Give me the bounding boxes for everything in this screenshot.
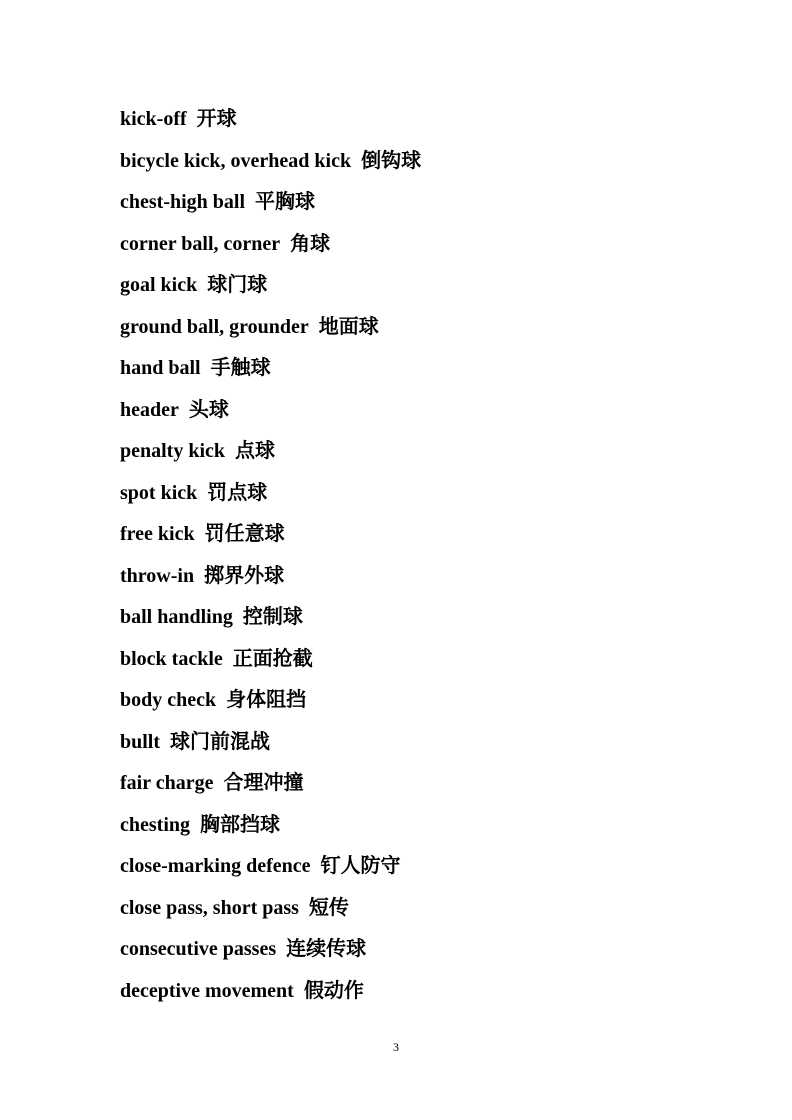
english-term: bicycle kick, overhead kick	[120, 149, 352, 172]
english-term: header	[120, 398, 179, 421]
chinese-term: 合理冲撞	[223, 770, 304, 794]
english-term: deceptive movement	[120, 979, 294, 1002]
chinese-term: 角球	[290, 230, 331, 255]
chinese-term: 胸部挡球	[200, 811, 280, 836]
chinese-term: 控制球	[242, 604, 303, 628]
chinese-term: 球门前混战	[170, 728, 271, 753]
glossary-entry	[120, 227, 740, 269]
glossary-entry	[120, 974, 740, 1016]
english-term: bullt	[120, 730, 161, 753]
english-term: fair charge	[120, 772, 214, 794]
chinese-term: 短传	[308, 894, 349, 919]
english-term: goal kick	[120, 274, 198, 296]
glossary-entry	[120, 808, 740, 850]
chinese-term: 身体阻挡	[226, 687, 307, 711]
chinese-term: 倒钩球	[361, 147, 422, 172]
glossary-entry	[120, 102, 740, 144]
glossary-entry	[120, 517, 740, 559]
english-term: penalty kick	[120, 440, 226, 462]
english-term: spot kick	[120, 481, 198, 504]
english-term: free kick	[120, 523, 195, 545]
english-term: hand ball	[120, 357, 201, 379]
chinese-term: 掷界外球	[204, 562, 285, 587]
english-term: body check	[120, 689, 217, 711]
page-number: 3	[393, 1040, 399, 1054]
chinese-term: 地面球	[318, 313, 379, 338]
chinese-term: 平胸球	[255, 189, 316, 213]
glossary-entry	[120, 849, 740, 891]
glossary-entry	[120, 434, 740, 476]
english-term: ball handling	[120, 606, 233, 628]
english-term: consecutive passes	[120, 938, 277, 960]
glossary-entry	[120, 600, 740, 642]
chinese-term: 连续传球	[286, 936, 367, 960]
chinese-term: 球门球	[207, 272, 268, 296]
chinese-term: 头球	[188, 396, 229, 421]
english-term: corner ball, corner	[120, 232, 281, 255]
glossary-list	[120, 102, 740, 1015]
chinese-term: 罚任意球	[204, 521, 285, 545]
english-term: close pass, short pass	[120, 896, 299, 919]
glossary-entry	[120, 766, 740, 808]
glossary-entry	[120, 476, 740, 518]
glossary-entry	[120, 683, 740, 725]
chinese-term: 钉人防守	[320, 853, 401, 877]
english-term: close-marking defence	[120, 855, 311, 877]
glossary-entry	[120, 891, 740, 933]
english-term: throw-in	[120, 564, 195, 587]
chinese-term: 开球	[196, 106, 237, 130]
english-term: kick-off	[120, 108, 187, 130]
glossary-entry	[120, 559, 740, 601]
chinese-term: 点球	[235, 438, 276, 462]
english-term: block tackle	[120, 647, 223, 670]
glossary-entry	[120, 642, 740, 684]
chinese-term: 手触球	[210, 355, 271, 379]
glossary-entry	[120, 268, 740, 310]
glossary-entry	[120, 351, 740, 393]
english-term: chest-high ball	[120, 191, 246, 213]
english-term: ground ball, grounder	[120, 315, 309, 338]
glossary-entry	[120, 725, 740, 767]
chinese-term: 罚点球	[207, 479, 268, 504]
glossary-entry	[120, 185, 740, 227]
chinese-term: 假动作	[303, 977, 364, 1002]
glossary-entry	[120, 310, 740, 352]
glossary-entry	[120, 393, 740, 435]
glossary-entry	[120, 144, 740, 186]
glossary-entry	[120, 932, 740, 974]
english-term: chesting	[120, 813, 190, 836]
chinese-term: 正面抢截	[232, 645, 313, 670]
